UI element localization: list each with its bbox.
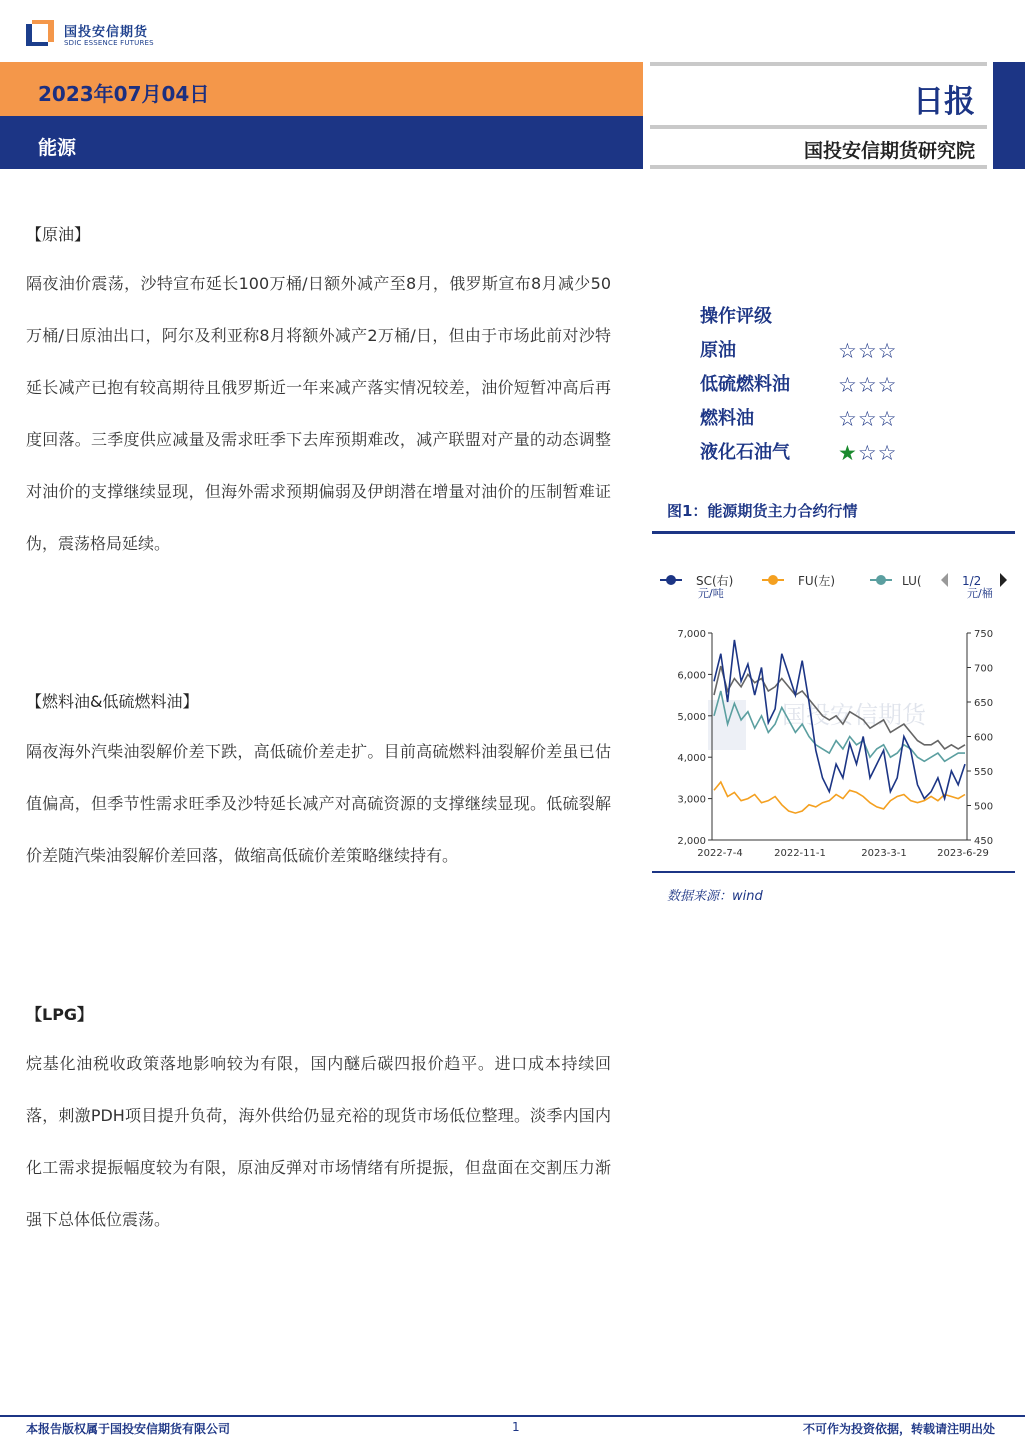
right-tick-label: 650 bbox=[974, 698, 994, 709]
company-logo bbox=[26, 18, 166, 54]
section-text-lpg: 烷基化油税收政策落地影响较为有限，国内醚后碳四报价趋平。进口成本持续回落，刺激PDH项目提升负荷，海外供给仍显充裕的现货市场低位整理。淡季内国内化工需求提振幅度较为有限，原油反弹对市场情绪有所提振，但盘面在交割压力渐强下总体低位震荡。 bbox=[26, 1054, 611, 1229]
legend-label-sc: SC(右) bbox=[696, 574, 734, 588]
chart-legend bbox=[660, 573, 1007, 588]
left-tick-label: 7,000 bbox=[677, 629, 706, 640]
logo-name: 国投安信期货 bbox=[64, 25, 149, 40]
right-tick-label: 550 bbox=[974, 767, 994, 778]
rating-row bbox=[700, 436, 960, 470]
right-tick-label: 600 bbox=[974, 732, 994, 744]
left-tick-label: 4,000 bbox=[677, 753, 706, 765]
logo-subtitle: SDIC ESSENCE FUTURES bbox=[64, 39, 154, 47]
institute-name: 国投安信期货研究院 bbox=[803, 140, 975, 162]
x-tick-label: 2023-3-1 bbox=[861, 848, 907, 859]
page-number: 1 bbox=[512, 1420, 520, 1434]
logo-mark-icon bbox=[26, 20, 56, 50]
watermark bbox=[708, 700, 928, 750]
legend-label-fu: FU(左) bbox=[798, 574, 836, 588]
rating-stars: ☆☆☆ bbox=[838, 339, 898, 363]
series-line-fu bbox=[714, 782, 965, 813]
left-tick-label: 6,000 bbox=[677, 670, 706, 682]
figure-divider bbox=[652, 531, 1015, 534]
rating-item-name: 液化石油气 bbox=[700, 442, 790, 463]
footer-divider bbox=[0, 1415, 1025, 1417]
rating-stars: ★☆☆ bbox=[838, 441, 898, 465]
header-divider bbox=[650, 62, 987, 66]
figure-divider bbox=[652, 871, 1015, 873]
report-category: 能源 bbox=[38, 137, 77, 159]
rating-row bbox=[700, 368, 960, 402]
rating-panel bbox=[700, 300, 960, 470]
header-divider bbox=[650, 125, 987, 129]
rating-row bbox=[700, 402, 960, 436]
rating-stars: ☆☆☆ bbox=[838, 373, 898, 397]
right-axis-unit: 元/桶 bbox=[967, 587, 993, 600]
legend-label-lu: LU( bbox=[902, 574, 922, 588]
right-tick-label: 500 bbox=[974, 801, 994, 813]
left-axis-unit: 元/吨 bbox=[698, 587, 724, 600]
left-tick-label: 3,000 bbox=[677, 794, 706, 806]
report-date: 2023年07月04日 bbox=[38, 82, 210, 106]
section-text-fuel-oil: 隔夜海外汽柴油裂解价差下跌，高低硫价差走扩。目前高硫燃料油裂解价差虽已估值偏高，但季节性需求旺季及沙特延长减产对高硫资源的支撑继续显现。低硫裂解价差随汽柴油裂解价差回落，做缩高低硫价差策略继续持有。 bbox=[26, 742, 611, 865]
footer-disclaimer: 不可作为投资依据，转载请注明出处 bbox=[802, 1422, 995, 1436]
legend-marker-lu bbox=[876, 575, 886, 585]
left-tick-label: 2,000 bbox=[677, 836, 706, 847]
rating-item-name: 原油 bbox=[700, 340, 736, 361]
rating-title: 操作评级 bbox=[700, 306, 772, 327]
header-accent bbox=[993, 62, 1025, 169]
x-tick-label: 2022-7-4 bbox=[697, 848, 743, 859]
energy-futures-chart bbox=[652, 565, 1022, 870]
legend-marker-fu bbox=[768, 575, 778, 585]
footer-copyright: 本报告版权属于国投安信期货有限公司 bbox=[26, 1422, 231, 1436]
header-divider bbox=[650, 165, 987, 169]
rating-stars: ☆☆☆ bbox=[838, 407, 898, 431]
rating-item-name: 低硫燃料油 bbox=[700, 374, 790, 395]
category-banner bbox=[0, 116, 643, 169]
section-text-crude: 隔夜油价震荡，沙特宣布延长100万桶/日额外减产至8月，俄罗斯宣布8月减少50万桶/日原油出口，阿尔及利亚称8月将额外减产2万桶/日，但由于市场此前对沙特延长减产已抱有较高期待且俄罗斯近一年来减产落实情况较差，油价短暂冲高后再度回落。三季度供应减量及需求旺季下去库预期难改，减产联盟对产量的动态调整对油价的支撑继续显现，但海外需求预期偏弱及伊朗潜在增量对油价的压制暂难证伪，震荡格局延续。 bbox=[26, 274, 611, 553]
x-tick-label: 2023-6-29 bbox=[937, 848, 989, 859]
rating-row bbox=[700, 334, 960, 368]
right-tick-label: 450 bbox=[974, 836, 994, 847]
section-title-crude: 【原油】 bbox=[26, 225, 91, 244]
figure-source: 数据来源：wind bbox=[667, 889, 763, 904]
left-tick-label: 5,000 bbox=[677, 711, 706, 723]
right-tick-label: 700 bbox=[974, 663, 994, 675]
section-title-lpg: 【LPG】 bbox=[26, 1005, 94, 1024]
legend-marker-sc bbox=[666, 575, 676, 585]
x-tick-label: 2022-11-1 bbox=[774, 848, 826, 859]
section-title-fuel-oil: 【燃料油&低硫燃料油】 bbox=[26, 692, 199, 711]
legend-prev-icon[interactable] bbox=[941, 573, 948, 587]
legend-page: 1/2 bbox=[962, 574, 982, 588]
legend-next-icon[interactable] bbox=[1000, 573, 1007, 587]
watermark-text: 国投安信期货 bbox=[782, 701, 926, 729]
rating-item-name: 燃料油 bbox=[700, 408, 754, 429]
right-tick-label: 750 bbox=[974, 629, 994, 640]
report-type: 日报 bbox=[913, 84, 975, 120]
figure-title: 图1：能源期货主力合约行情 bbox=[667, 502, 858, 520]
